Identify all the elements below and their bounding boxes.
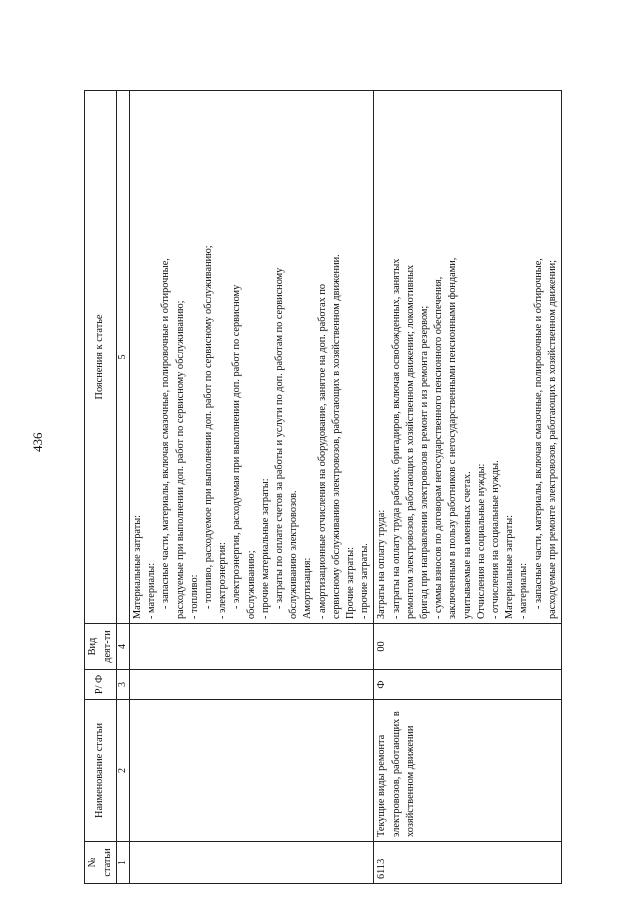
description-line: ремонтом электровозов, работающих в хозяйственном движении; локомотивных [404,264,416,619]
description-line: - прочие материальные затраты: [259,478,271,619]
row2-article-number: 6113 [374,842,562,884]
col-number-5: 5 [117,91,130,624]
row1-description [130,91,374,624]
description-line: сервисному обслуживанию электровозов, работающих в хозяйственном движении. [330,254,342,619]
description-line: Материальные затраты: [504,515,516,619]
description-line: Затраты на оплату труда: [376,509,388,619]
description-line: - затраты на оплату труда рабочих, бригадиров, включая освобожденных, занятых [390,258,402,619]
description-line: - топливо, расходуемое при выполнении доп. работ по сервисному обслуживанию; [203,245,215,609]
description-line: - электроэнергия: [217,542,229,619]
description-line: Отчисления на социальные нужды: [475,463,487,619]
description-line: учитываемые на именных счетах. [461,471,473,619]
header-description: Пояснения к статье [85,91,117,624]
description-line: заключенным в пользу работников с негосударственными пенсионными фондами, [447,257,459,619]
description-line: Материальные затраты: [132,515,143,619]
description-line: - материалы: [146,562,158,619]
row2-activity: 00 [374,624,562,670]
header-rf: Р/ Ф [85,670,117,700]
row2-description [374,91,562,624]
col-number-4: 4 [117,624,130,670]
description-line: - топливо: [188,574,200,619]
col-number-2: 2 [117,700,130,842]
description-line: Прочие затраты: [345,546,357,619]
header-article-name: Наименование статьи [85,700,117,842]
description-line: - суммы взносов по договорам негосударственного пенсионного обеспечения, [433,276,445,619]
description-line: бригад при направлении электровозов в ремонт и из ремонта резервом; [419,305,431,619]
col-number-1: 1 [117,842,130,884]
description-line: - материалы: [518,562,530,619]
description-line: расходуемые при ремонте электровозов, работающих в хозяйственном движении; [546,259,558,619]
table-row [374,91,562,884]
cost-articles-table [84,90,562,884]
description-line: - затраты по оплате счетов за работы и услуги по доп. работам по сервисному [274,267,286,609]
description-line: обслуживанию электровозов. [288,490,300,619]
header-activity: Вид деят-ти [85,624,117,670]
column-number-row [117,91,130,884]
description-line: - прочие затраты. [359,543,371,619]
col-number-3: 3 [117,670,130,700]
rotated-table-container [84,90,589,884]
header-article-number: № статьи [85,842,117,884]
description-line: - запасные части, материалы, включая смазочные, полировочные и обтирочные, [532,258,544,609]
description-line: Амортизация: [302,557,314,619]
table-row [130,91,374,884]
description-line: - электроэнергия, расходуемая при выполнении доп. работ по сервисному [231,284,243,609]
header-row [85,91,117,884]
description-line: - отчисления на социальные нужды. [490,460,502,619]
description-line: - амортизационные отчисления на оборудование, занятое на доп. работах по [316,283,328,619]
description-line: расходуемые при выполнении доп. работ по сервисному обслуживанию; [174,300,186,619]
row2-rf: Ф [374,670,562,700]
description-line: - запасные части, материалы, включая смазочные, полировочные и обтирочные, [160,258,172,609]
page-number: 436 [30,432,45,452]
row2-article-name: Текущие виды ремонта электровозов, работающих в хозяйственном движении [374,700,562,842]
description-line: обслуживанию; [245,550,257,619]
